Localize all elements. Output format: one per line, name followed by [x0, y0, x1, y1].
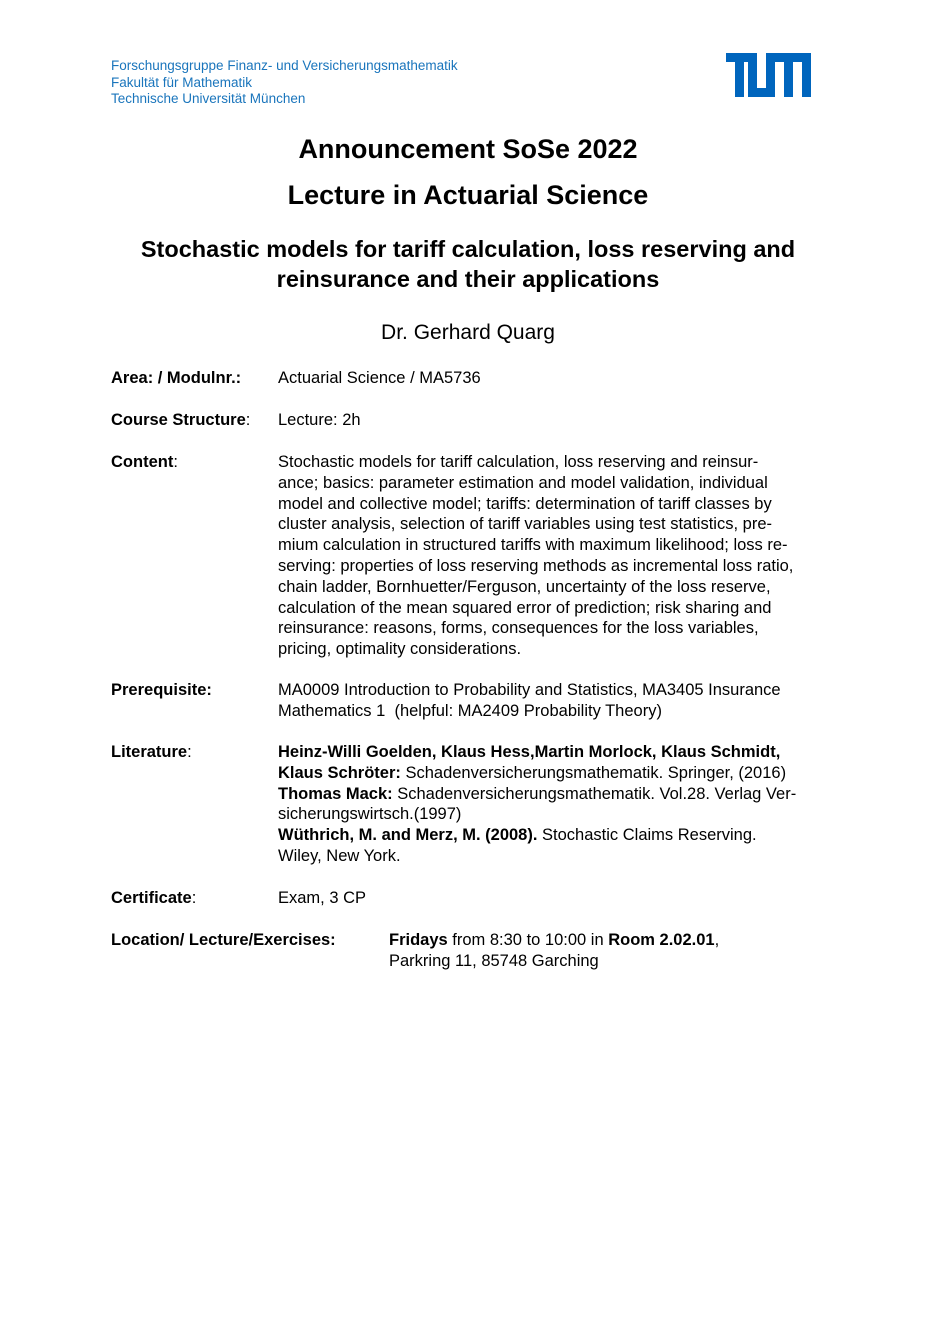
institution-line-group: Forschungsgruppe Finanz- und Versicherungsmathematik [111, 58, 458, 73]
course-subtitle [60, 234, 876, 294]
location-address: Parkring 11, 85748 Garching [389, 951, 599, 970]
certificate-value: Exam, 3 CP [278, 889, 367, 907]
location-label: Location/ Lecture/Exercises: [111, 931, 336, 949]
prerequisite-label: Prerequisite: [111, 681, 212, 699]
lecture-title: Lecture in Actuarial Science [287, 180, 649, 210]
content-description: Stochastic models for tariff calculation, loss reserving and reinsur- ance; basics: parameter estimation and model validation, individual model and collective model; tariffs: determination of tariff classes by cluster analysis, selection of tariff variables using test statistics, pre- mium calculation in structured tariffs with maximum likelihood; loss re- serving: properties of loss reserving methods as incremental loss ratio, chain ladder, Bornhuetter/Ferguson, uncertainty of the loss reserve, calculation of the mean squared error of prediction; risk sharing and reinsurance: reasons, forms, consequences for the loss variables, pricing, optimality considerations. [278, 453, 794, 659]
literature-ref-3: Wüthrich, M. and Merz, M. (2008). Stochastic Claims Reserving. [278, 826, 757, 845]
literature-ref-1: Heinz-Willi Goelden, Klaus Hess,Martin Morlock, Klaus Schmidt, [278, 743, 781, 761]
certificate-label: Certificate: [111, 889, 197, 907]
lecturer-name: Dr. Gerhard Quarg [381, 321, 555, 344]
course-structure-label: Course Structure: [111, 411, 251, 429]
course-structure-value: Lecture: 2h [278, 411, 361, 429]
institution-line-faculty: Fakultät für Mathematik [111, 74, 253, 90]
institution-line-university: Technische Universität München [111, 91, 306, 106]
subtitle-line-2: reinsurance and their applications [276, 266, 660, 292]
content-label: Content: [111, 453, 178, 471]
literature-label: Literature: [111, 743, 192, 761]
literature-list: Heinz-Willi Goelden, Klaus Hess,Martin Morlock, Klaus Schmidt, Klaus Schröter: Schadenversicherungsmathematik. Springer, (2016) Thomas Mack: Schadenversicherungsmathematik. Vol.28. Verlag Ver- sicherungswirtsch.(1997) Wüthrich, M. and Merz, M. (2008). Stochastic Claims Reserving. Wiley, New York. [278, 742, 838, 867]
announcement-title: Announcement SoSe 2022 [298, 134, 638, 164]
location-value: Fridays from 8:30 to 10:00 in Room 2.02.01, Parkring 11, 85748 Garching [389, 930, 809, 972]
area-value: Actuarial Science / MA5736 [278, 369, 481, 387]
area-label: Area: / Modulnr.: [111, 369, 242, 387]
tum-logo [726, 53, 812, 99]
prerequisite-value: MA0009 Introduction to Probability and Statistics, MA3405 Insurance Mathematics 1 (helpful: MA2409 Probability Theory) [278, 681, 781, 720]
literature-ref-2: Thomas Mack: Schadenversicherungsmathematik. Vol.28. Verlag Ver- [278, 784, 797, 803]
subtitle-line-1: Stochastic models for tariff calculation, loss reserving and [140, 236, 796, 262]
institution-block [111, 58, 458, 108]
